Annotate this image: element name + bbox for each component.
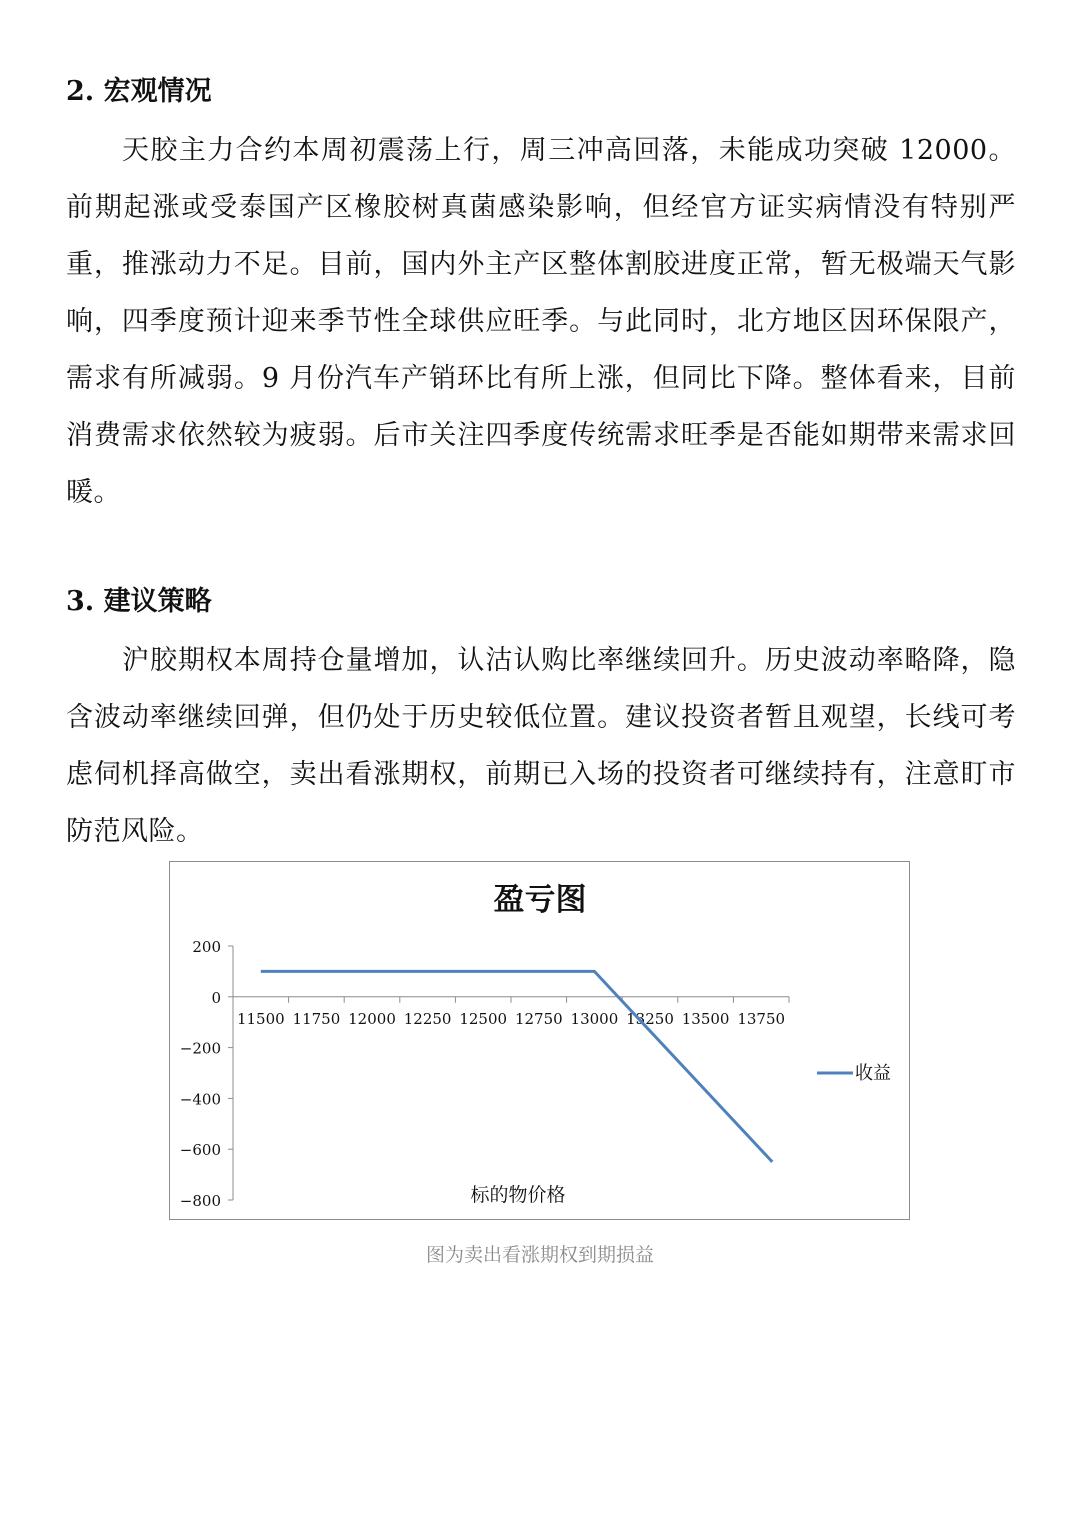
y-tick-labels (180, 938, 221, 1210)
y-tick-label: 0 (211, 988, 221, 1007)
x-tick-label: 12000 (348, 1009, 396, 1028)
x-tick-label: 13750 (737, 1009, 786, 1028)
paragraph-strategy: 沪胶期权本周持仓量增加，认沽认购比率继续回升。历史波动率略降，隐含波动率继续回弹，但仍处于历史较低位置。建议投资者暂且观望，长线可考虑伺机择高做空，卖出看涨期权，前期已入场的投资者可继续持有，注意盯市防范风险。 (66, 645, 1016, 847)
pnl-chart (169, 861, 910, 1220)
x-tick-label: 12250 (403, 1009, 452, 1028)
y-tick-label: −600 (179, 1141, 221, 1160)
x-tick-labels (237, 1010, 785, 1028)
series-lines (261, 971, 773, 1162)
figure-caption: 图为卖出看涨期权到期损益 (425, 1244, 654, 1266)
x-tick-label: 13000 (570, 1009, 619, 1028)
series-line-profit (261, 971, 773, 1162)
section-heading-strategy: 3. 建议策略 (66, 586, 212, 617)
y-tick-label: 200 (192, 938, 221, 956)
y-tick-label: −200 (179, 1039, 221, 1058)
x-tick-label: 12750 (514, 1009, 563, 1028)
x-tick-label: 11500 (236, 1009, 285, 1028)
legend-label: 收益 (855, 1063, 891, 1084)
x-tick-label: 13250 (626, 1009, 674, 1028)
x-tick-label: 13500 (681, 1009, 730, 1028)
y-tick-label: −400 (179, 1090, 221, 1109)
paragraph-macro: 天胶主力合约本周初震荡上行，周三冲高回落，未能成功突破 12000。前期起涨或受泰国产区橡胶树真菌感染影响，但经官方证实病情没有特别严重，推涨动力不足。目前，国内外主产区整体割胶进度正常，暂无极端天气影响，四季度预计迎来季节性全球供应旺季。与此同时，北方地区因环保限产，需求有所减弱。9 月份汽车产销环比有所上涨，但同比下降。整体看来，目前消费需求依然较为疲弱。后市关注四季度传统需求旺季是否能如期带来需求回暖。 (66, 135, 1016, 508)
y-tick-label: −800 (179, 1192, 221, 1210)
section-heading-macro: 2. 宏观情况 (66, 76, 212, 107)
chart-legend (817, 1063, 891, 1084)
chart-axes (228, 946, 789, 1200)
chart-title: 盈亏图 (493, 882, 587, 918)
section-macro (66, 72, 1016, 521)
pnl-chart-svg (170, 862, 911, 1221)
section-strategy (66, 582, 1016, 860)
x-tick-label: 11750 (292, 1009, 341, 1028)
x-tick-label: 12500 (459, 1009, 508, 1028)
x-axis-label: 标的物价格 (470, 1184, 566, 1206)
